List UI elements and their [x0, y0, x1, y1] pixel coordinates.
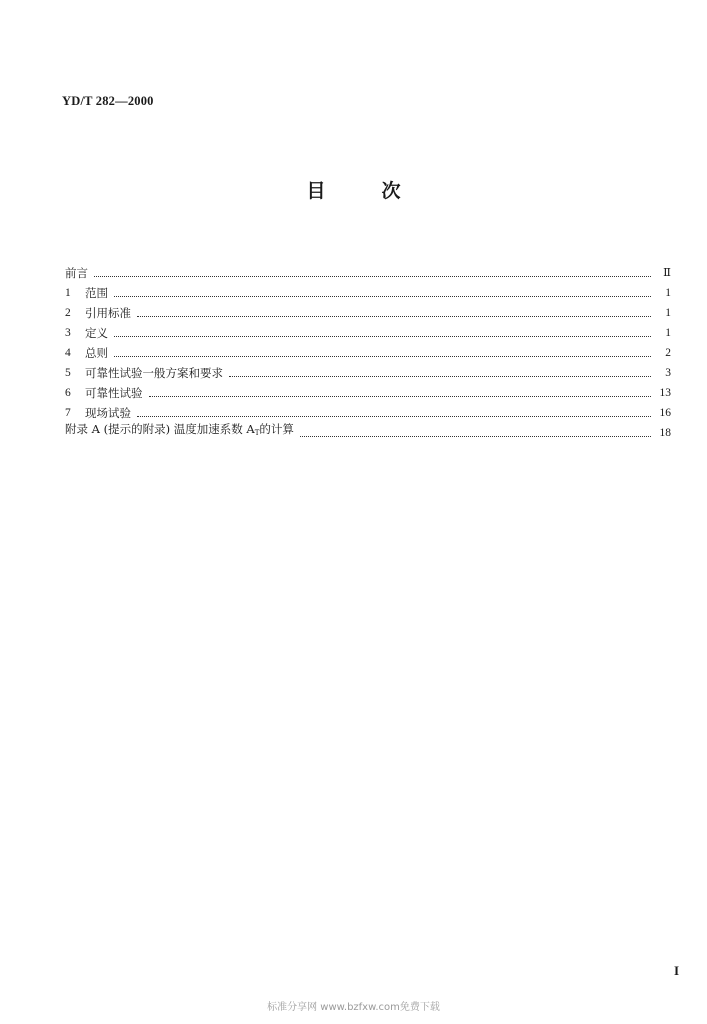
toc-entry-page: Ⅱ: [663, 267, 671, 279]
toc-entry-page: 3: [665, 367, 671, 379]
appendix-label-subscript: T: [254, 429, 260, 437]
toc-entry-4[interactable]: [65, 343, 671, 363]
appendix-label-prefix: 附录 A (提示的附录) 温度加速系数 A: [65, 422, 255, 436]
toc-entry-2[interactable]: [65, 303, 671, 323]
toc-entry-label: 现场试验: [85, 406, 131, 420]
toc-leader-dots: [137, 316, 651, 317]
toc-entry-number: 6: [65, 387, 71, 399]
toc-entry-label: [65, 419, 300, 443]
toc-entry-label: 定义: [85, 326, 108, 340]
toc-entry-number: 2: [65, 307, 71, 319]
toc-entry-page: 13: [659, 387, 671, 399]
toc-leader-dots: [114, 356, 651, 357]
toc-entry-page: 18: [659, 427, 671, 439]
standard-code: YD/T 282—2000: [62, 94, 154, 108]
table-of-contents: [65, 263, 671, 443]
toc-entry-number: 5: [65, 367, 71, 379]
page-number: I: [673, 963, 679, 978]
toc-entry-label: 前言: [65, 266, 88, 280]
toc-leader-dots: [137, 416, 651, 417]
toc-entry-3[interactable]: [65, 323, 671, 343]
toc-entry-label: 引用标准: [85, 306, 131, 320]
toc-leader-dots: [114, 296, 651, 297]
toc-entry-page: 1: [665, 307, 671, 319]
toc-leader-dots: [114, 336, 651, 337]
toc-entry-page: 1: [665, 327, 671, 339]
toc-entry-number: 1: [65, 287, 71, 299]
toc-entry-5[interactable]: [65, 363, 671, 383]
appendix-label-suffix: 的计算: [259, 422, 294, 436]
toc-entry-number: 7: [65, 407, 71, 419]
toc-leader-dots: [300, 436, 651, 437]
toc-entry-1[interactable]: [65, 283, 671, 303]
toc-entry-page: 16: [659, 407, 671, 419]
toc-entry-foreword[interactable]: [65, 263, 671, 283]
toc-leader-dots: [149, 396, 652, 397]
toc-entry-page: 2: [665, 347, 671, 359]
toc-entry-label: 可靠性试验: [85, 386, 143, 400]
toc-leader-dots: [94, 276, 651, 277]
toc-leader-dots: [229, 376, 651, 377]
toc-entry-label: 可靠性试验一般方案和要求: [85, 366, 223, 380]
site-watermark: 标准分享网 www.bzfxw.com免费下载: [267, 1002, 440, 1013]
toc-entry-label: 范围: [85, 286, 108, 300]
title-part-1: 目: [306, 180, 326, 202]
toc-entry-page: 1: [665, 287, 671, 299]
toc-entry-appendix-a[interactable]: [65, 423, 671, 443]
toc-entry-number: 4: [65, 347, 71, 359]
page-title: [0, 176, 707, 203]
toc-entry-number: 3: [65, 327, 71, 339]
title-part-2: 次: [381, 180, 401, 202]
toc-entry-label: 总则: [85, 346, 108, 360]
toc-entry-6[interactable]: [65, 383, 671, 403]
